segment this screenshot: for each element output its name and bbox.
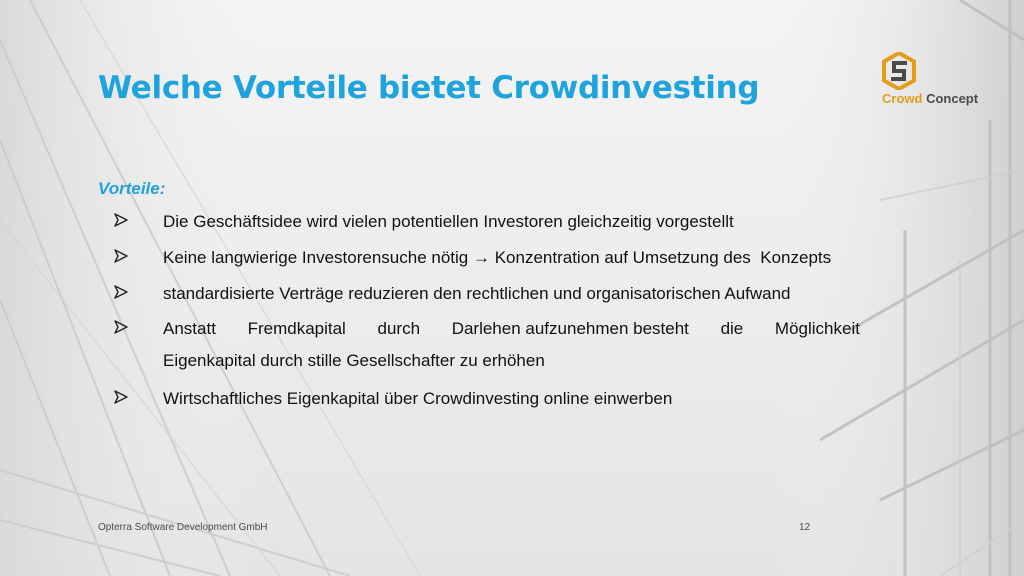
bullet-word: Darlehen aufzunehmen besteht bbox=[451, 319, 689, 338]
bullet-text: Die Geschäftsidee wird vielen potentiellen Investoren gleichzeitig vorgestellt bbox=[163, 212, 734, 231]
bullet-text: standardisierte Verträge reduzieren den rechtlichen und organisatorischen Aufwand bbox=[163, 284, 791, 303]
bullet-text: Keine langwierige Investorensuche nötig → Konzentration auf Umsetzung des Konzepts bbox=[163, 248, 832, 267]
bullet-word: Möglichkeit bbox=[774, 319, 860, 338]
arrowhead-bullet-icon bbox=[114, 249, 128, 263]
bullet-word: die bbox=[720, 319, 744, 338]
crowd-concept-logo bbox=[868, 48, 978, 114]
crowd-concept-logo-icon bbox=[882, 52, 916, 90]
logo-word-concept: Concept bbox=[926, 91, 979, 106]
footer-company: Opterra Software Development GmbH bbox=[98, 522, 268, 533]
arrowhead-bullet-icon bbox=[114, 320, 128, 334]
logo-word-crowd: Crowd bbox=[882, 91, 923, 106]
bullet-word: durch bbox=[377, 319, 421, 338]
slide-title: Welche Vorteile bietet Crowdinvesting bbox=[98, 70, 760, 106]
bullet-word: Fremdkapital bbox=[247, 319, 346, 338]
bullet-word: Anstatt bbox=[163, 319, 216, 338]
bullet-continuation: Eigenkapital durch stille Gesellschafter zu erhöhen bbox=[163, 351, 545, 370]
bullet-text: Wirtschaftliches Eigenkapital über Crowdinvesting online einwerben bbox=[163, 389, 673, 408]
arrowhead-bullet-icon bbox=[114, 390, 128, 404]
section-label: Vorteile: bbox=[98, 179, 166, 198]
bullet-text-justified bbox=[163, 318, 860, 339]
arrowhead-bullet-icon bbox=[114, 213, 128, 227]
arrowhead-bullet-icon bbox=[114, 285, 128, 299]
footer-page-number: 12 bbox=[799, 522, 811, 533]
